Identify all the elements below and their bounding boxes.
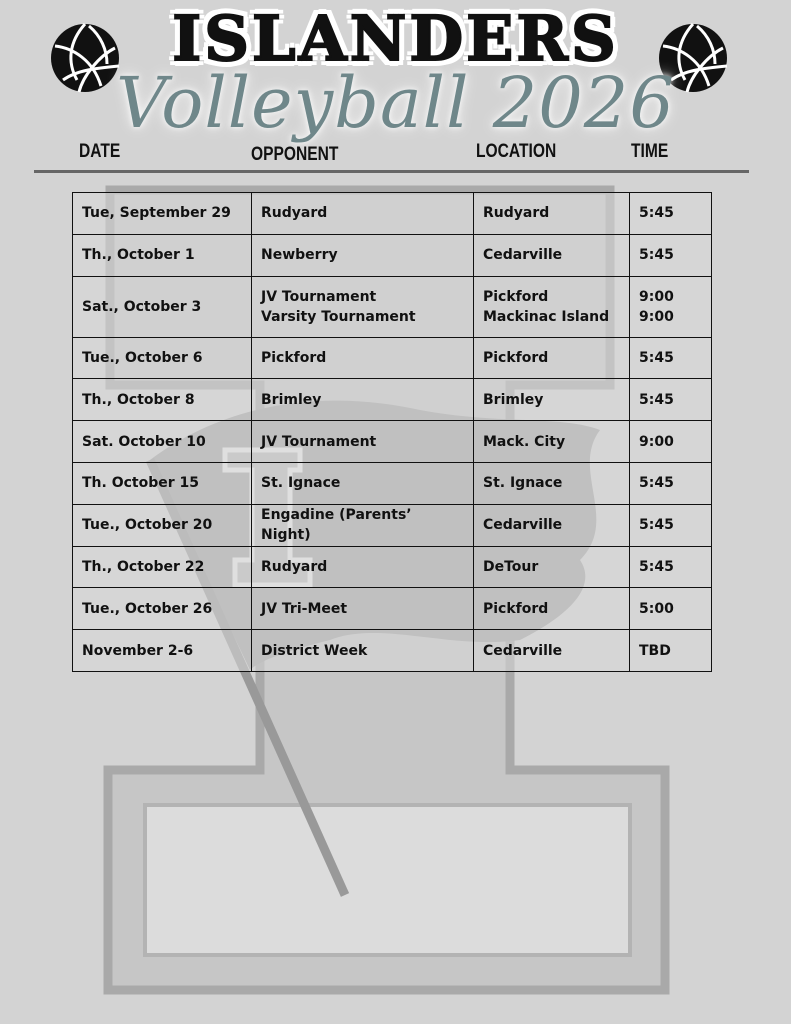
table-row — [73, 234, 712, 276]
table-row — [73, 379, 712, 421]
opponent-cell — [252, 504, 474, 546]
date-cell: Th., October 8 — [73, 379, 252, 421]
time-cell — [630, 546, 712, 588]
table-row — [73, 546, 712, 588]
time-cell — [630, 234, 712, 276]
opponent-cell-line: Rudyard — [261, 205, 328, 222]
location-cell — [474, 276, 630, 337]
opponent-cell-line: JV Tournament — [261, 433, 377, 450]
location-cell — [474, 337, 630, 379]
time-cell-line: TBD — [639, 642, 671, 659]
date-cell: Th., October 1 — [73, 234, 252, 276]
opponent-cell-line: Pickford — [261, 349, 327, 366]
location-cell-line: Pickford — [483, 600, 549, 617]
opponent-cell-line: St. Ignace — [261, 475, 341, 492]
location-cell — [474, 588, 630, 630]
location-cell-line: St. Ignace — [483, 475, 563, 492]
header-divider — [34, 170, 749, 173]
location-cell — [474, 193, 630, 235]
opponent-cell — [252, 546, 474, 588]
opponent-cell — [252, 421, 474, 463]
column-header-time: TIME — [631, 141, 669, 162]
table-row — [73, 337, 712, 379]
time-cell-line: 5:45 — [639, 475, 674, 492]
time-cell-line: 9:00 — [639, 288, 674, 305]
location-cell — [474, 462, 630, 504]
opponent-cell-line: JV Tournament — [261, 288, 377, 305]
location-cell-line: Brimley — [483, 391, 544, 408]
column-header-location: LOCATION — [476, 141, 557, 162]
opponent-cell — [252, 630, 474, 672]
opponent-cell — [252, 234, 474, 276]
opponent-cell-line: Newberry — [261, 247, 338, 264]
time-cell-line: 5:45 — [639, 205, 674, 222]
opponent-cell — [252, 379, 474, 421]
time-cell — [630, 337, 712, 379]
time-cell-line: 9:00 — [639, 433, 674, 450]
time-cell-line: 5:00 — [639, 600, 674, 617]
location-cell-line: Mack. City — [483, 433, 566, 450]
date-cell: Th. October 15 — [73, 462, 252, 504]
schedule-table — [72, 192, 712, 672]
table-row — [73, 421, 712, 463]
opponent-cell — [252, 193, 474, 235]
time-cell-line: 5:45 — [639, 517, 674, 534]
time-cell-line: 5:45 — [639, 247, 674, 264]
time-cell — [630, 193, 712, 235]
date-cell: Sat. October 10 — [73, 421, 252, 463]
time-cell-line: 5:45 — [639, 349, 674, 366]
opponent-cell — [252, 337, 474, 379]
location-cell — [474, 379, 630, 421]
time-cell-line: 5:45 — [639, 391, 674, 408]
time-cell-line: 9:00 — [639, 308, 674, 325]
table-row — [73, 630, 712, 672]
date-cell: Tue., October 26 — [73, 588, 252, 630]
opponent-cell-line: Brimley — [261, 391, 322, 408]
location-cell-line: Mackinac Island — [483, 308, 610, 325]
location-cell — [474, 630, 630, 672]
opponent-cell — [252, 588, 474, 630]
location-cell — [474, 234, 630, 276]
location-cell-line: Pickford — [483, 288, 549, 305]
date-cell: November 2-6 — [73, 630, 252, 672]
date-cell: Tue, September 29 — [73, 193, 252, 235]
location-cell-line: Pickford — [483, 349, 549, 366]
location-cell — [474, 546, 630, 588]
table-row — [73, 462, 712, 504]
location-cell-line: Cedarville — [483, 247, 563, 264]
location-cell-line: DeTour — [483, 558, 539, 575]
time-cell-line: 5:45 — [639, 558, 674, 575]
location-cell-line: Cedarville — [483, 517, 563, 534]
opponent-cell — [252, 462, 474, 504]
page-subtitle: Volleyball 2026 — [116, 62, 675, 144]
table-row — [73, 588, 712, 630]
time-cell — [630, 379, 712, 421]
table-row — [73, 504, 712, 546]
table-row — [73, 193, 712, 235]
time-cell — [630, 504, 712, 546]
time-cell — [630, 630, 712, 672]
date-cell: Tue., October 6 — [73, 337, 252, 379]
opponent-cell-line: District Week — [261, 642, 368, 659]
opponent-cell — [252, 276, 474, 337]
location-cell — [474, 421, 630, 463]
opponent-cell-line: Varsity Tournament — [261, 308, 416, 325]
time-cell — [630, 462, 712, 504]
time-cell — [630, 421, 712, 463]
column-header-opponent: OPPONENT — [251, 144, 339, 165]
location-cell — [474, 504, 630, 546]
opponent-cell-line: Engadine (Parents’ Night) — [261, 507, 412, 544]
date-cell: Sat., October 3 — [73, 276, 252, 337]
column-header-date: DATE — [79, 141, 121, 162]
location-cell-line: Cedarville — [483, 642, 563, 659]
time-cell — [630, 276, 712, 337]
opponent-cell-line: Rudyard — [261, 558, 328, 575]
date-cell: Th., October 22 — [73, 546, 252, 588]
location-cell-line: Rudyard — [483, 205, 550, 222]
opponent-cell-line: JV Tri-Meet — [261, 600, 348, 617]
date-cell: Tue., October 20 — [73, 504, 252, 546]
table-row — [73, 276, 712, 337]
time-cell — [630, 588, 712, 630]
page-title: ISLANDERS — [172, 2, 619, 75]
